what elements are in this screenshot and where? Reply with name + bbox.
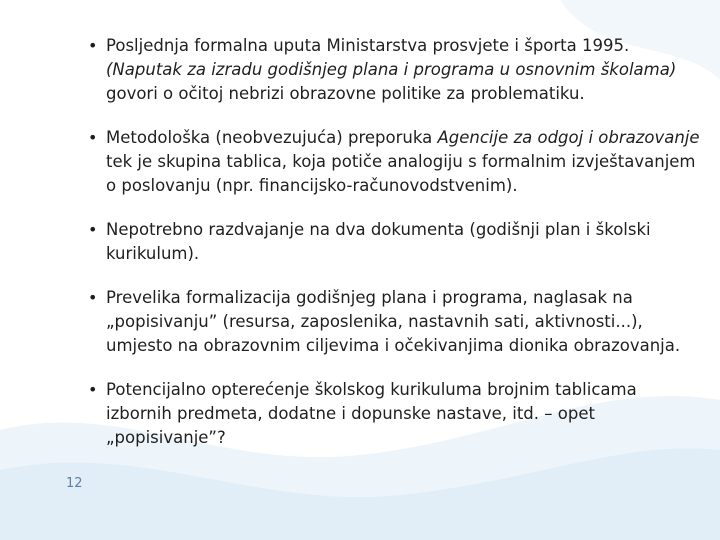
bullet-item — [82, 218, 700, 266]
bullet-text: Posljednja formalna uputa Ministarstva prosvjete i športa 1995. (Naputak za izradu godišnjeg plana i programa u osnovnim školama) govori o očitoj nebrizi obrazovne politike za problematiku. — [106, 36, 677, 103]
slide-number: 12 — [66, 476, 83, 491]
bullet-dot-icon: • — [88, 220, 98, 239]
bullet-dot-icon: • — [88, 128, 98, 147]
bullet-dot-icon: • — [88, 36, 98, 55]
bullet-text: Nepotrebno razdvajanje na dva dokumenta (godišnji plan i školski kurikulum). — [106, 220, 651, 263]
bullet-text: Potencijalno opterećenje školskog kurikuluma brojnim tablicama izbornih predmeta, dodatne i dopunske nastave, itd. – opet „popisivanje”? — [106, 380, 637, 447]
bullet-text: Prevelika formalizacija godišnjeg plana i programa, naglasak na „popisivanju” (resursa, zaposlenika, nastavnih sati, aktivnosti...), umjesto na obrazovnim ciljevima i očekivanjima dionika obrazovanja. — [106, 288, 681, 355]
bullet-text: Metodološka (neobvezujuća) preporuka Agencije za odgoj i obrazovanje tek je skupina tablica, koja potiče analogiju s formalnim izvještavanjem o poslovanju (npr. financijsko-računovodstvenim). — [106, 128, 700, 195]
bullet-item — [82, 126, 700, 198]
slide-content — [82, 34, 700, 470]
bullet-item — [82, 286, 700, 358]
bullet-item — [82, 378, 700, 450]
bullet-dot-icon: • — [88, 380, 98, 399]
bullet-dot-icon: • — [88, 288, 98, 307]
bullet-item — [82, 34, 700, 106]
